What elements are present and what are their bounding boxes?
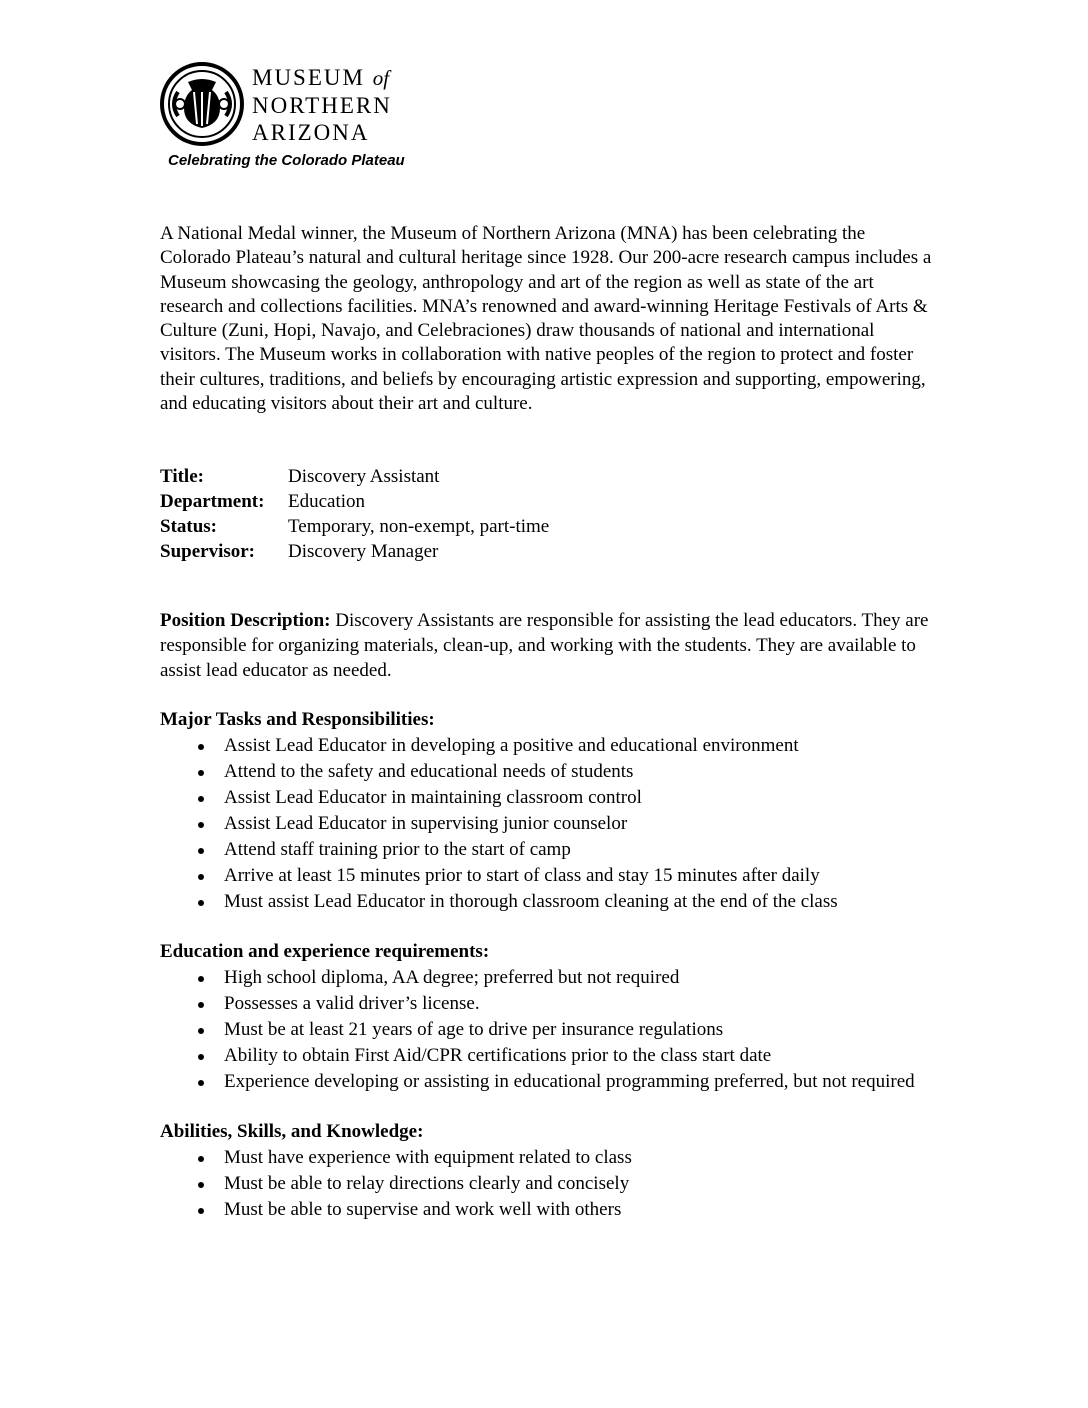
list-item: Assist Lead Educator in maintaining classroom control [160,785,935,811]
list-item: Must assist Lead Educator in thorough classroom cleaning at the end of the class [160,889,935,915]
list-item: High school diploma, AA degree; preferred but not required [160,965,935,991]
list-item: Assist Lead Educator in supervising junior counselor [160,811,935,837]
section-education [160,939,935,1095]
meta-label: Supervisor: [160,541,255,563]
logo-arizona: ARIZONA [252,120,370,145]
list-item: Attend to the safety and educational needs of students [160,759,935,785]
section-heading: Education and experience requirements: [160,941,490,963]
meta-label: Department: [160,491,265,513]
meta-row-department [160,489,935,514]
position-description-text: Discovery Assistants are responsible for assisting the lead educators. They are responsible for organizing materials, clean-up, and working with the students. They are available to assist lead educator as needed. [160,610,929,682]
list-item: Arrive at least 15 minutes prior to start of class and stay 15 minutes after daily [160,863,935,889]
job-meta [160,464,935,564]
meta-label: Title: [160,466,204,488]
meta-row-title [160,464,935,489]
list-item: Experience developing or assisting in educational programming preferred, but not required [160,1069,935,1095]
list-item: Possesses a valid driver’s license. [160,991,935,1017]
meta-row-status [160,514,935,539]
pottery-emblem-icon [160,62,244,146]
section-heading: Major Tasks and Responsibilities: [160,709,435,731]
list-item: Must have experience with equipment related to class [160,1145,935,1171]
meta-row-supervisor [160,539,935,564]
section-abilities [160,1119,935,1223]
meta-value: Discovery Assistant [288,466,440,488]
list-item: Assist Lead Educator in developing a positive and educational environment [160,733,935,759]
logo-museum: MUSEUM [252,65,365,90]
logo-of: of [372,66,390,90]
logo-wordmark [252,64,392,146]
job-posting [160,222,935,1223]
bullet-list [160,965,935,1095]
position-description-label: Position Description: [160,610,331,632]
list-item: Must be at least 21 years of age to drive per insurance regulations [160,1017,935,1043]
logo-tagline: Celebrating the Colorado Plateau [168,152,405,169]
bullet-list [160,733,935,915]
museum-logo [160,62,420,174]
bullet-list [160,1145,935,1223]
meta-value: Education [288,491,366,513]
position-description [160,608,935,683]
section-major-tasks [160,707,935,915]
list-item: Must be able to relay directions clearly and concisely [160,1171,935,1197]
meta-value: Discovery Manager [288,541,439,563]
section-heading: Abilities, Skills, and Knowledge: [160,1121,424,1143]
meta-label: Status: [160,516,218,538]
logo-northern: NORTHERN [252,93,392,118]
list-item: Attend staff training prior to the start of camp [160,837,935,863]
intro-paragraph: A National Medal winner, the Museum of Northern Arizona (MNA) has been celebrating the Colorado Plateau’s natural and cultural heritage since 1928. Our 200-acre research campus includes a Museum showcasing the geology, anthropology and art of the region as well as state of the art research and collections facilities. MNA’s renowned and award-winning Heritage Festivals of Arts & Culture (Zuni, Hopi, Navajo, and Celebraciones) draw thousands of national and international visitors. The Museum works in collaboration with native peoples of the region to protect and foster their cultures, traditions, and beliefs by encouraging artistic expression and supporting, empowering, and educating visitors about their art and culture. [160,223,932,415]
meta-value: Temporary, non-exempt, part-time [288,516,550,538]
list-item: Ability to obtain First Aid/CPR certifications prior to the class start date [160,1043,935,1069]
list-item: Must be able to supervise and work well with others [160,1197,935,1223]
